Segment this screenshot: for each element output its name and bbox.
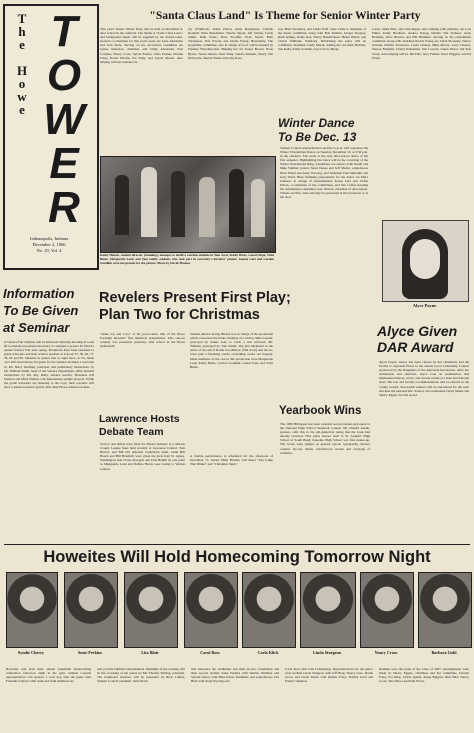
masthead-issue: No. 29, Vol. 4 [36, 248, 62, 253]
homecoming-headline: Howeites Will Hold Homecoming Tomorrow Night [43, 548, 431, 566]
revelers-headline-line1: Revelers Present First Play; [99, 290, 291, 306]
portrait-name: Susie Perkins [77, 650, 103, 655]
homecoming-body-mid2: will announce the candidates and their escorts. Candidates and their escorts include Susie Perkins with Dennis Wallman and Syndie Cherry with Mike Priest, freshmen; and sophomores, Lita Blair with Andy Wysong and [191, 667, 279, 684]
portrait-name: Nancy Crose [374, 650, 398, 655]
seminar-headline-line2: To Be Given [3, 303, 79, 318]
homecoming-body-right1: Carol Ross with Jack Lichtenberg. Representatives for the junior class include Linda Sturgeon with Jeff Berg, Sherry Case, Darlie Grove and Linda Kluck with Dennis Foley. Bobbie Gold and Frank Crampton. [285, 667, 373, 684]
alyce-dar-body: Alyce Payne, senior, has been chosen by her classmates and the faculty to represent Howe in the annual Good Citizenship Contest sponsored by the Daughters of the American Revolution. After her nomination and selection, Alyce took an examination that emphasized history, civics, and current events at a state and national level. Her test and faculty recommendations will be entered in the county contest. Successful winners will be announced for the state and then the national title. Seniors also nominated Cindy Manis and Sherry Eggers for this award. [379, 360, 469, 397]
winter-dance-headline [278, 116, 373, 144]
masthead-tower: T O W E R [43, 7, 85, 232]
seminar-headline [3, 285, 95, 336]
winter-dance-headline-line2: To Be Dec. 13 [278, 130, 357, 144]
portrait-name: Barbara Gohl [431, 650, 457, 655]
lawrence-headline [99, 413, 187, 439]
alyce-photo-caption: Alyce Payne [412, 303, 437, 308]
revelers-headline-line2: Plan Two for Christmas [99, 307, 260, 323]
winter-dance-body: Student Council representatives and the G.A.A. will cosponsor the Winter Wonderland Dance on Tuesday, December 13, at 3:30 p.m. in the cafeteria. The event is the only after-school dance of the first semester. Highlighting the dance will be the crowning of the Winter Wonderland King. Candidates are seniors John Kuehl and Mike Webber; juniors Steve Deane and Jeff Martin; sophomores Dave Eiteel and Andy Wysong; and freshmen Tom Meredith and Jerry Ward. Busy finishing preparations for the dance are Myra Johnson, in charge of entertainment; Karen Lehr and Jackie Patton, co-chairmen of the committees, and Sue Coffey heading the refreshment committee; Gay Weaver, chairman of decorations. Tickets are fifty cents and may be purchased in the bookstore or at the door. [280, 146, 368, 200]
portrait-photo [360, 572, 414, 648]
masthead-city: Indianapolis, Indiana [30, 236, 68, 241]
alyce-dar-headline [377, 323, 471, 355]
seminar-body: A Science Fair Seminar will be held next Saturday morning in room 69 to explain procedures necessary to complete a project for Howe's annual Science Fair next spring. Invitations have been extended to grade schoolers and their science teachers at schools 57, 58, 62, 77, 78, 82 and 89. Students in grades four to eight have, so far, made over 200 reservations. Program for the seminar includes a welcome by Mr. Harry Stiefling, principal, and preliminary instructions by Mr. William Smith, head of the Science Department. After detailed instructions by Mr. Ray Riley, science teacher, Howeites Jeff Paulson and Mark Webber will demonstrate sample projects. While the grade schoolers are listening to the boys, their teachers will have a question-answer period with other Howe science teachers. [4, 340, 94, 390]
portraits-row [6, 572, 470, 664]
santa-col4: Carter, Mark Ellis, and John Ruppe. Also helping with publicity are Lois Fuller, Kathy Bradford, Andrea Young, Debbie Van Vorhees, Gene Holstein, Dave Branch, and Bill Hummel. Serving on the refreshment committee along with chairman Ronda Young are Linda McAuley, Nancy Grindel, Debbie Stevenson, Linda Chaney, Mike Moore, Larry Cheney, Sharon Bonham, Cheryl Kinnaman, Jim Laverty, Glenn Pierce and Ron Troxy. Also helping will be Jim Fike, Jerry Fielder, Dave Wiggins, and Ed Evens. [372, 27, 471, 60]
revelers-col2: Student director Kathy Hinsch was in charge of the production which concerned the future attempts of a widow, Miss Goudie, portrayed by Jannie Gatt, to catch a rich widower, Mr. Watkins, portrayed by Tom Smith. The plot thickened as the antics of the aid of Robin Goodfellow (Tim Scott) and his ex-lover puts a finishing touch; everything works out happily. Other members of the cast in this production were Marguerite Lash, Kathy Dicks, Gordon Goudkin, Laurel Pope and Vicki Binns. [190, 332, 273, 369]
portrait-photo [6, 572, 58, 648]
portrait-name: Lita Blair [141, 650, 159, 655]
homecoming-body-right2: Reinken were the picks of the Class of 1967. Arrangements were made by Sherry Eggers, chairman, and her committee, Donnie Foley, Pat King, Jobbie Qualls, Angie Biggins, Rick Bird, Nancy Crose, Terri Moos and Pam Porter. [379, 667, 469, 684]
santa-col3: son, Brad Shockney, and Linda Wolf. Nate Clark is chairman of the music committee along with Bob Klemin, Ginger Popejoy, Ruth Seiling, Kathy Ray, Nancy Hendrickson, Helen Dillon, and Cheryl Williams. Publicity. Publicizing the party will be committee chairman Cindy Marsh. Aiding her are Ruth Belcher, Sue Kelly, Kathy Schaller, Joyce Scott, Becky [278, 27, 366, 52]
portrait-name: Syndie Cherry [17, 650, 45, 655]
masthead-the: T h e [17, 11, 27, 52]
alyce-photo [382, 220, 469, 302]
santa-headline: "Santa Claus Land" Is Theme for Senior Winter Party [149, 9, 421, 22]
portrait-photo [64, 572, 118, 648]
winter-dance-headline-line1: Winter Dance [278, 116, 355, 130]
revelers-headline [99, 290, 375, 324]
homecoming-body-mid1: will provide halftime entertainment. Highlight of the evening will be the crowning of the queen by Mr. Thomas Stirling, principal. The traditional necklace will be presented by Rick Collins, Student Council president. Sam Worth [97, 667, 185, 684]
masthead [3, 4, 99, 270]
revelers-col1: "Wake Up and Love" is the provocative title of the Howe Footlight Revelers' first theatrical presentation. This one-act comedy was presented yesterday after school in the Howe auditorium. [100, 332, 185, 349]
person-figure [141, 167, 157, 237]
portrait-photo [184, 572, 238, 648]
person-figure [229, 169, 244, 237]
masthead-howe: H o w e [16, 63, 28, 117]
portrait-photo [418, 572, 472, 648]
lawrence-headline-line2: Debate Team [99, 426, 164, 438]
portrait-photo [124, 572, 178, 648]
photo-caption: Kathy Hinsch, student director, (kneeling), attempts to instill a carefree attitude in Tom Scott, Kathy Dicks, Laurel Pope, Vicki Binns, Marguerite Lash, and Tam Smith, students who took part in yesterday's Revelers' playlet. Jeanne Gari and Gordon Goudkin were not present for the picture. Photo by David Thomas [100, 253, 274, 265]
portrait-name: Carla Klick [257, 650, 279, 655]
alyce-dar-headline-line1: Alyce Given [377, 323, 458, 339]
seminar-headline-line3: at Seminar [3, 320, 70, 335]
person-figure [115, 175, 129, 235]
masthead-date: December 2, 1966 [32, 242, 66, 247]
person-figure [171, 171, 185, 237]
alyce-dar-headline-line2: DAR Award [377, 339, 454, 355]
lawrence-headline-line1: Lawrence Hosts [99, 413, 180, 425]
revelers-col3: A double performance is scheduled for the afternoon of December 15. Senior Mark Bradley will direct "The Lamp That Blinks" and "Christmas Spirit." [190, 454, 273, 467]
person-figure [251, 179, 265, 237]
portrait-name: Carol Ross [200, 650, 220, 655]
yearbook-headline: Yearbook Wins [279, 405, 362, 417]
seminar-headline-line1: Information [3, 286, 75, 301]
revelers-photo [100, 156, 276, 253]
portrait-photo [242, 572, 296, 648]
santa-col1: This year's Senior Winter Party will be held on December 9, after school in the cafeteria. The theme is "Santa Claus Land," and background music will be supplied by the Towne-tones. General co-chairmen for this year's party are Lana Alexander and Tom Rede. Serving on the decoration committee are Lynne Anderson, chairman, and Cindy Alexander, Don Coryhee, Nancy Crose, Sylvia Estabo, Chris Farmer, Donnie Foley, Karen Hardin, Pat King, and Lynda Mason. Also helping with decorations are [100, 27, 183, 64]
homecoming-body-left: Howeites will hold their annual basketball homecoming celebration tomorrow night in the gym. Student Council representatives will sponsor a sock hop after the game with Franklin Central. Until team and band members are [6, 667, 91, 684]
lawrence-body: Victory and defeat were fated for Hornet debaters in a Marion County League meet held recently at Lawrence Central. Tom Harlow and Bill Orr defeated Cathedral's team, while Bill Hauch and Bill Hendrich were given the pick from St. Agnes. Washington beat Claire Arbogast and Tom Hamill by one point as Marguerite Lash and Debbie Harris were losing to Warren Central. [100, 442, 185, 471]
portrait-photo [300, 572, 356, 648]
yearbook-body: The 1966 Hilltopper has been awarded second runner-up honors in the National High School Yearbook Contest. Mr. Donald Austin, sponsor, adds this to the All-American rating that the book had already received. First place honors went to St. Joseph's High School of South Bend; Kokomo High School was first runner-up. The books were judged on general layout, typography, literary content, lay-out, theme, introductory section and coverage of activities. [280, 422, 370, 455]
person-figure [199, 177, 215, 237]
homecoming-rule [4, 544, 470, 545]
portrait-name: Linda Sturgeon [312, 650, 342, 655]
santa-col2: Jay O'Sullivan, Jackie Patton, Anita Rosemeyer, Claudia Romeill, Dana Runchman, Valerie Sipola, Jeff Sirrine, Linda Smith, Ruth Stone, Dave Stouffer, Evan Storm, Beth Thompson, Don Woods, and Glynn Young. Hospitality. The hospitality committee, also in charge of food, will be headed by Paulette Throckmorton. Helping her are Teresa Brown, Nona Byrne, Teresa Jensen, Janet King, Sandra Kinzeth, Nancy Van DeVoorde, Sharon Wisler, Dorothy Rose. [188, 27, 273, 60]
